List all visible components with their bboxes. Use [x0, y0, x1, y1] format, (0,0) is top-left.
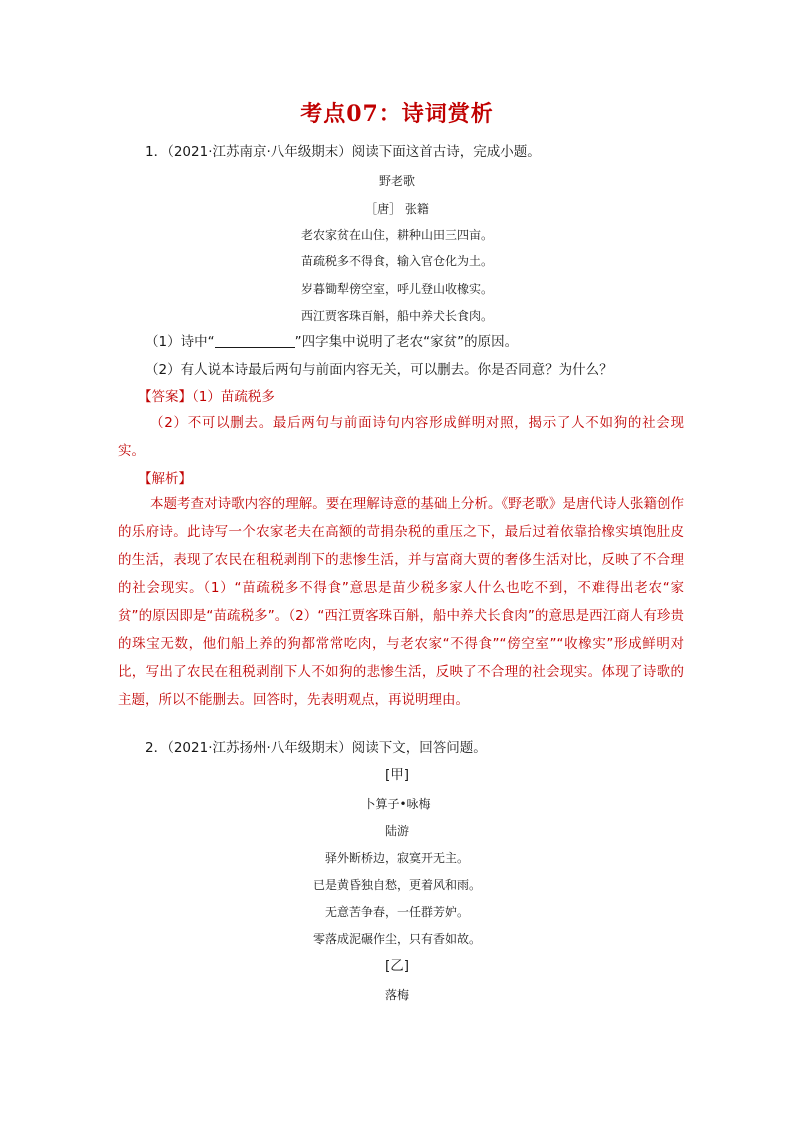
analysis-text: 本题考查对诗歌内容的理解。要在理解诗意的基础上分析。《野老歌》是唐代诗人张籍创作的乐府诗。此诗写一个农家老夫在高额的苛捐杂税的重压之下，最后过着依靠拾橡实填饱肚皮的生活，表现了农民在租税剥削下的悲惨生活，并与富商大贾的奢侈生活对比，反映了不合理的社会现实。（1）“苗疏税多不得食”意思是苗少税多家人什么也吃不到，不难得出老农“家贫”的原因即是“苗疏税多”。（2）“西江贾客珠百斛，船中养犬长食肉”的意思是西江商人有珍贵的珠宝无数，他们船上养的狗都常常吃肉，与老农家“不得食”“傍空室”“收橡实”形成鲜明对比，写出了农民在租税剥削下人不如狗的悲惨生活，反映了不合理的社会现实。体现了诗歌的主题，所以不能删去。回答时，先表明观点，再说明理由。 — [118, 496, 684, 708]
analysis-label: 【解析】 — [138, 471, 192, 487]
label-yi: [乙] — [384, 958, 410, 974]
question-1-stem: 1．（2021·江苏南京·八年级期末）阅读下面这首古诗，完成小题。 — [145, 144, 541, 160]
poem-2-line: 零落成泥碾作尘，只有香如故。 — [312, 932, 481, 946]
poem-1-line: 苗疏税多不得食，输入官仓化为土。 — [300, 254, 493, 268]
label-jia: [甲] — [384, 767, 410, 783]
poem-3-title: 落梅 — [384, 988, 409, 1002]
poem-2-line: 无意苦争春，一任群芳妒。 — [324, 905, 469, 919]
question-2-stem: 2．（2021·江苏扬州·八年级期末）阅读下文，回答问题。 — [145, 740, 487, 756]
poem-2-line: 已是黄昏独自愁，更着风和雨。 — [312, 878, 481, 892]
poem-1-line: 岁暮锄犁傍空室，呼儿登山收橡实。 — [300, 282, 493, 296]
sub-question-1-after: ”四字集中说明了老农“家贫”的原因。 — [294, 334, 519, 350]
poem-1-author: ［唐］ 张籍 — [365, 202, 429, 216]
poem-2-line: 驿外断桥边，寂寞开无主。 — [324, 851, 469, 865]
answer-label: 【答案】 — [138, 389, 192, 405]
poem-1-line: 西江贾客珠百斛，船中养犬长食肉。 — [300, 309, 493, 323]
answer-1: （1）苗疏税多 — [192, 389, 275, 405]
poem-2-title: 卜算子•咏梅 — [363, 797, 431, 811]
sub-question-1 — [145, 333, 518, 351]
poem-2-author: 陆游 — [384, 824, 409, 838]
answer-2: （2）不可以删去。最后两句与前面诗句内容形成鲜明对照，揭示了人不如狗的社会现实。 — [118, 415, 684, 459]
sub-question-2: （2）有人说本诗最后两句与前面内容无关，可以删去。你是否同意？为什么？ — [145, 362, 613, 378]
poem-1-title: 野老歌 — [378, 174, 415, 188]
answer-block — [138, 388, 275, 406]
sub-question-1-before: （1）诗中“ — [145, 334, 215, 350]
poem-1-line: 老农家贫在山住，耕种山田三四亩。 — [300, 228, 493, 242]
page-title: 考点07：诗词赏析 — [300, 101, 494, 127]
answer-blank — [215, 333, 295, 348]
